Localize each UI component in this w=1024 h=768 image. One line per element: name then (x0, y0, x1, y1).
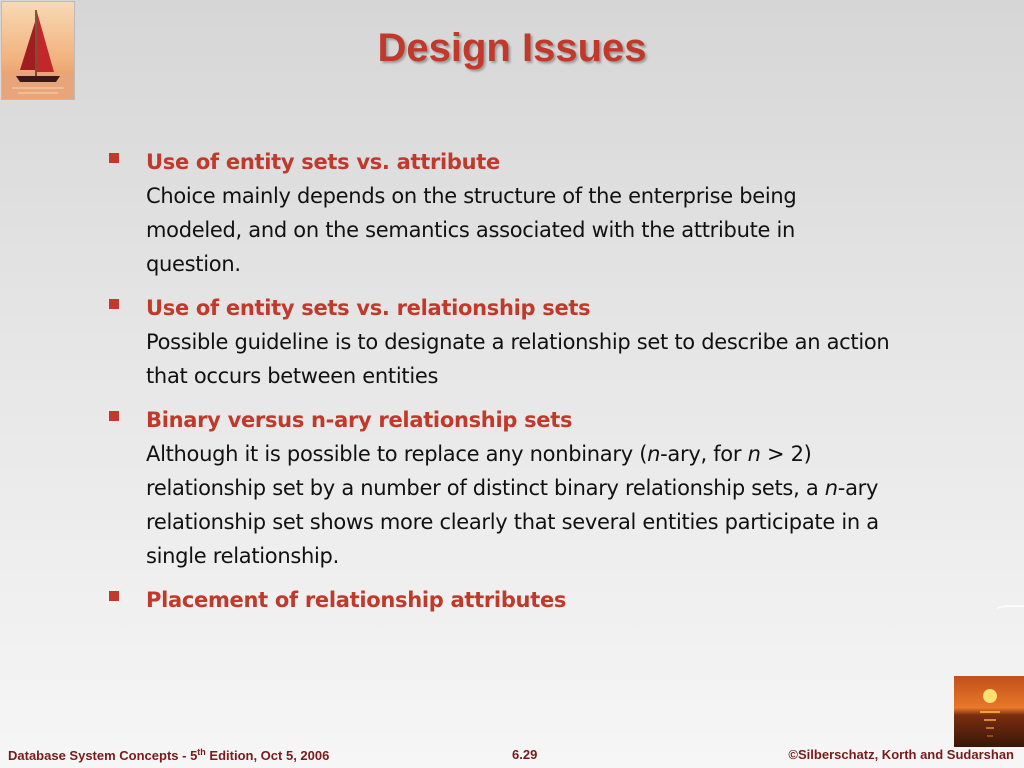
slide-title: Design Issues (377, 26, 647, 70)
square-bullet-icon (109, 591, 119, 601)
square-bullet-icon (109, 299, 119, 309)
decorative-wave-icon (996, 605, 1024, 615)
item-body: Although it is possible to replace any nonbinary (n-ary, for n > 2) relationship set by a number of distinct binary relationship sets, a n-ary relationship set shows more clearly that several entities participate in a single relationship. (146, 442, 879, 568)
item-heading: Binary versus n-ary relationship sets (146, 408, 573, 432)
footer-page-number: 6.29 (512, 747, 538, 762)
square-bullet-icon (109, 153, 119, 163)
item-heading: Use of entity sets vs. relationship sets (146, 296, 591, 320)
list-item (106, 403, 896, 573)
footer-copyright: ©Silberschatz, Korth and Sudarshan (788, 747, 1014, 762)
sunset-image (954, 676, 1024, 747)
footer-course-info: Database System Concepts - 5th Edition, Oct 5, 2006 (8, 747, 330, 763)
list-item (106, 583, 896, 617)
square-bullet-icon (109, 411, 119, 421)
bullet-list (106, 145, 896, 627)
item-heading: Placement of relationship attributes (146, 588, 567, 612)
list-item (106, 145, 896, 281)
list-item (106, 291, 896, 393)
item-body: Choice mainly depends on the structure of the enterprise being modeled, and on the semantics associated with the attribute in question. (146, 184, 797, 276)
slide-footer (0, 744, 1024, 768)
item-body: Possible guideline is to designate a relationship set to describe an action that occurs between entities (146, 330, 890, 388)
item-heading: Use of entity sets vs. attribute (146, 150, 500, 174)
